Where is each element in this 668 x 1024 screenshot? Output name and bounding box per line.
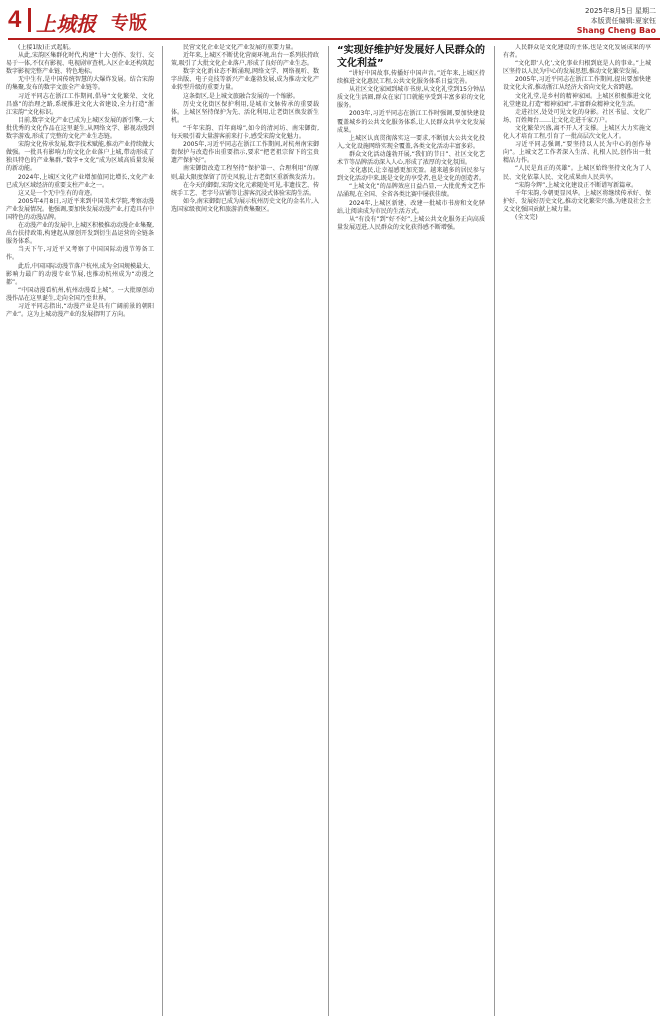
paragraph: 文化礼堂,是乡村的精神家园。上城区积极推进文化礼堂建设,打造“精神家园”,丰富群众精神文化生活。 bbox=[503, 92, 651, 108]
paragraph: 2005年,习近平同志在浙江工作期间,提出要加快建设文化大省,推动浙江从经济大省向文化大省跨越。 bbox=[503, 76, 651, 92]
article-body bbox=[6, 44, 662, 1020]
paragraph: 人民群众是文化建设的主体,也是文化发展成果的享有者。 bbox=[503, 44, 651, 60]
paragraph: (上接1版)正式起航。 bbox=[18, 44, 75, 51]
section-headline: “实现好维护好发展好人民群众的文化利益” bbox=[337, 45, 485, 69]
paragraph: 2005年4月8日,习近平来到中国美术学院,考察动漫产业发展情况。他强调,要加快发展动漫产业,打造具有中国特色的动漫品牌。 bbox=[6, 197, 154, 221]
paragraph: 2024年,上城区文化产业增加值同比增长,文化产业已成为区域经济的重要支柱产业之一。 bbox=[6, 173, 154, 189]
paragraph: 上城区认真贯彻落实这一要求,不断加大公共文化投入,文化设施网络实现全覆盖,各类文化活动丰富多彩。 bbox=[337, 134, 485, 150]
paragraph: 群众文化活动蓬勃开展,“我们的节日”、社区文化艺术节等品牌活动深入人心,形成了浓厚的文化氛围。 bbox=[337, 150, 485, 167]
paragraph: 习近平同志强调,“要坚持以人民为中心的创作导向”。上城文艺工作者深入生活、扎根人民,创作出一批精品力作。 bbox=[503, 141, 651, 165]
paragraph: 文化繁荣兴盛,离不开人才支撑。上城区大力实施文化人才培育工程,引育了一批高层次文化人才。 bbox=[503, 124, 651, 141]
paragraph: 2024年,上城区新建、改建一批城市书房和文化驿站,让阅读成为市民的生活方式。 bbox=[337, 199, 485, 215]
english-paper-name: Shang Cheng Bao bbox=[576, 26, 656, 35]
paragraph: 习近平同志指出,“动漫产业是具有广阔前景的朝阳产业”。这为上城动漫产业的发展指明了方向。 bbox=[6, 303, 154, 319]
paragraph: 这条街区,是上城文旅融合发展的一个缩影。 bbox=[183, 92, 299, 100]
paragraph: 走进社区,处处可见文化的身影。社区书屋、文化广场、百姓舞台……让文化走进千家万户。 bbox=[503, 108, 651, 124]
section-label: 专版 bbox=[111, 13, 147, 34]
paragraph: “宋韵今辉”,上城文化建设正不断谱写新篇章。 bbox=[515, 181, 638, 189]
text-column-3 bbox=[337, 44, 485, 1020]
paragraph: 此后,中国国际动漫节落户杭州,成为全国规模最大、影响力最广的动漫专业节展,也推动杭州成为“动漫之都”。 bbox=[6, 262, 154, 286]
paragraph: 从社区文化家园到城市书房,从文化礼堂到15分钟品质文化生活圈,群众在家门口就能享受到丰富多彩的文化服务。 bbox=[337, 86, 485, 110]
paragraph: 当天下午,习近平又考察了中国国际动漫节筹备工作。 bbox=[6, 246, 154, 262]
paragraph: 从“有没有”到“好不好”,上城公共文化服务正向高质量发展迈进,人民群众的文化获得感不断增强。 bbox=[337, 215, 485, 231]
paragraph: “文化即‘人化’,文化事业归根到底是人的事业。”上城区坚持以人民为中心的发展思想,推动文化繁荣发展。 bbox=[503, 60, 651, 76]
editor-line: 本版责任编辑:夏家钰 bbox=[590, 17, 656, 25]
paragraph: (全文完) bbox=[515, 213, 538, 221]
newspaper-name: 上城报 bbox=[36, 12, 96, 36]
paragraph: 目前,数字文化产业已成为上城区发展的新引擎,一大批优秀的文化作品在这里诞生,从网络文学、影视动漫到数字游戏,形成了完整的文化产业生态链。 bbox=[6, 116, 154, 141]
paragraph: 无中生有,是中国传统智慧的大爆炸发展。结合宋韵的集聚,发布的数字文旅全产业链等。 bbox=[6, 76, 154, 92]
paragraph: 历史文化街区保护利用,是城市文脉传承的重要载体。上城区坚持保护为先、活化利用,让老街区焕发新生机。 bbox=[171, 100, 319, 124]
paragraph: 如今,南宋御街已成为展示杭州历史文化的金名片,入选国家级夜间文化和旅游消费集聚区。 bbox=[171, 197, 319, 213]
paragraph: 从此,宋韵区集群化时代,构建“十大·创作、发行、交易于一体,不仅有影视、电视剧审查机,入区企业还构筑起数字影视完整产业链、特色地标。 bbox=[6, 52, 154, 76]
paragraph: 民营文化企业是文化产业发展的重要力量。 bbox=[183, 44, 298, 51]
paragraph: 宋韵文化传承发展,数字技术赋能,推动产业持续做大做强。一批具有影响力的文化企业落户上城,带动形成了独具特色的产业集群,“数字+文化”成为区域高质量发展的新动能。 bbox=[6, 141, 154, 173]
paragraph: “上城文化”的品牌效应日益凸显,一大批优秀文艺作品涌现,在全国、全省各类比赛中屡获佳绩。 bbox=[337, 183, 485, 199]
paragraph: 文化惠民,让幸福感更加充盈。越来越多的居民参与到文化活动中来,既是文化的享受者,也是文化的创造者。 bbox=[337, 167, 485, 183]
paragraph: 千年宋韵,今朝更显风华。上城区将继续传承好、保护好、发展好历史文化,推动文化繁荣兴盛,为建设社会主义文化强国贡献上城力量。 bbox=[503, 189, 651, 213]
text-column-2 bbox=[171, 44, 319, 1020]
masthead-divider bbox=[28, 8, 31, 32]
paragraph: “中国动漫看杭州,杭州动漫看上城”。一大批原创动漫作品在这里诞生,走向全国乃至世界。 bbox=[6, 286, 154, 302]
text-column-4 bbox=[503, 44, 651, 1020]
paragraph: 这又是一个无中生有的奇迹。 bbox=[18, 189, 97, 197]
paragraph: “人民是真正的英雄”。上城区始终坚持文化为了人民、文化依靠人民、文化成果由人民共享。 bbox=[503, 165, 651, 181]
page-number: 4 bbox=[8, 6, 22, 33]
text-column-1 bbox=[6, 44, 154, 1020]
paragraph: 2005年,习近平同志在浙江工作期间,对杭州南宋御街保护与改造作出重要指示,要求“把老祖宗留下的宝贵遗产保护好”。 bbox=[171, 141, 319, 165]
paragraph: “千年宋韵、百年商埠”,如今的清河坊、南宋御街,每天吸引着大量游客前来打卡,感受宋韵文化魅力。 bbox=[171, 124, 319, 141]
paragraph: “讲好中国故事,传播好中国声音。”近年来,上城区持续推进文化惠民工程,公共文化服务体系日益完善。 bbox=[337, 70, 485, 86]
date-line: 2025年8月5日 星期二 bbox=[585, 7, 656, 15]
paragraph: 近年来,上城区不断优化营商环境,出台一系列扶持政策,吸引了大批文化企业落户,形成了良好的产业生态。 bbox=[171, 52, 319, 68]
paragraph: 南宋御街改造工程坚持“保护第一、合理利用”的原则,最大限度保留了历史风貌,让古老街区重新焕发活力。 bbox=[171, 165, 319, 181]
paragraph: 在动漫产业的发展中,上城区积极推动动漫企业集聚,出台扶持政策,构建起从原创开发到衍生品运营的全链条服务体系。 bbox=[6, 222, 154, 246]
masthead bbox=[0, 0, 668, 44]
header-rule bbox=[8, 38, 660, 40]
paragraph: 在今天的御街,宋韵文化元素随处可见,非遗技艺、传统手工艺、老字号店铺等让游客沉浸式体验宋韵生活。 bbox=[171, 181, 319, 197]
paragraph: 习近平同志在浙江工作期间,倡导“文化繁荣、文化昌盛”的治理之路,系统推进文化大省建设,全力打造“浙江宋韵”文化标识。 bbox=[6, 92, 154, 116]
paragraph: 2003年,习近平同志在浙江工作时强调,要加快建设覆盖城乡的公共文化服务体系,让人民群众共享文化发展成果。 bbox=[337, 110, 485, 134]
paragraph: 数字文化新业态不断涌现,网络文学、网络视听、数字出版、电子竞技等新兴产业蓬勃发展,成为推动文化产业转型升级的重要力量。 bbox=[171, 68, 319, 92]
issue-meta bbox=[577, 6, 656, 36]
